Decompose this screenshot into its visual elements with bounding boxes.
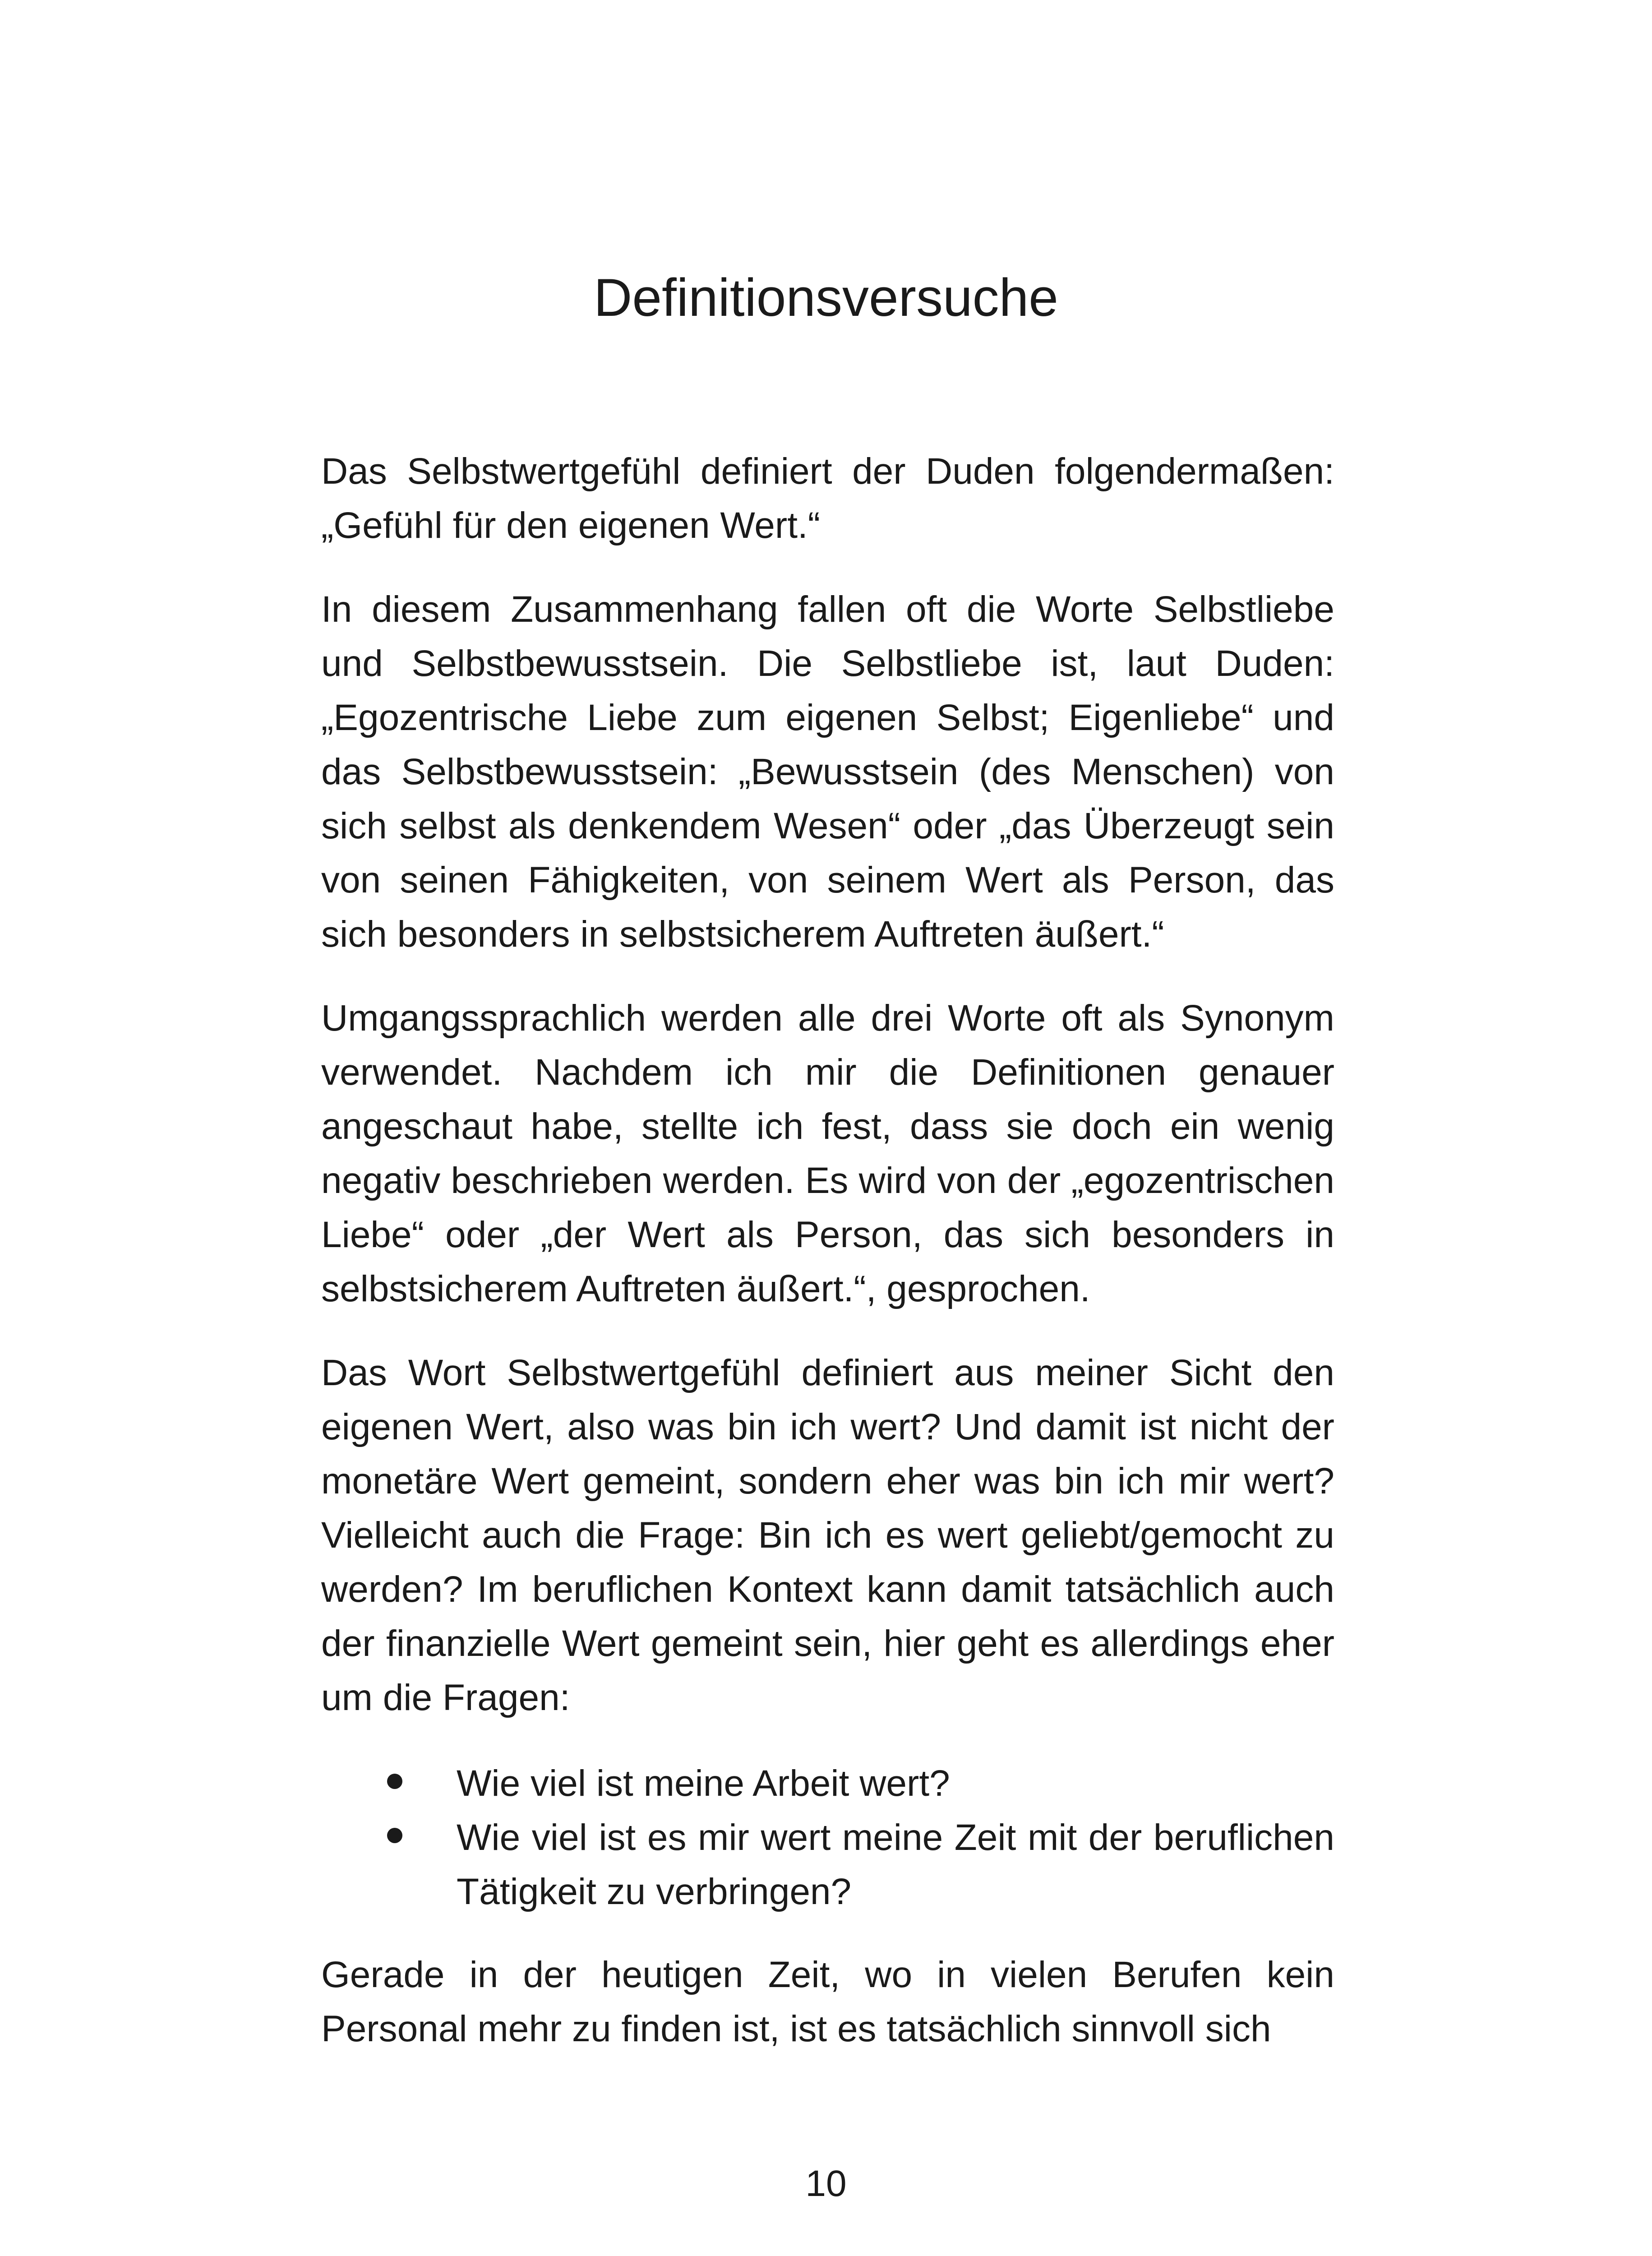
paragraph-selbstwertgefuehl: Das Wort Selbstwertgefühl definiert aus meiner Sicht den eigenen Wert, also was bin ich wert? Und damit ist nicht der monetäre Wert gemeint, sondern eher was bin ich mir wert? Vielleicht auch die Frage: Bin ich es wert geliebt/gemocht zu werden? Im beruflichen Kontext kann damit tatsächlich auch der finanzielle Wert gemeint sein, hier geht es allerdings eher um die Fragen: — [321, 1352, 1334, 1718]
paragraph-umgangssprachlich: Umgangssprachlich werden alle drei Worte oft als Synonym verwendet. Nachdem ich mir die Definitionen genauer angeschaut habe, stellte ich fest, dass sie doch ein wenig negativ beschrieben werden. Es wird von der „egozentrischen Liebe“ oder „der Wert als Person, das sich besonders in selbstsicherem Auftreten äußert.“, gesprochen. — [321, 998, 1334, 1309]
list-item — [321, 1811, 1334, 1919]
paragraph-selbstliebe: In diesem Zusammenhang fallen oft die Worte Selbstliebe und Selbstbewusstsein. Die Selbstliebe ist, laut Duden: „Egozentrische Liebe zum eigenen Selbst; Eigenliebe“ und das Selbstbewusstsein: „Bewusstsein (des Menschen) von sich selbst als denkendem Wesen“ oder „das Überzeugt sein von seinen Fähigkeiten, von seinem Wert als Person, das sich besonders in selbstsicherem Auftreten äußert.“ — [321, 589, 1334, 955]
bullet-icon — [387, 1828, 402, 1843]
list-item-text: Wie viel ist meine Arbeit wert? — [457, 1763, 950, 1804]
paragraph-duden-definition: Das Selbstwertgefühl definiert der Duden folgendermaßen: „Gefühl für den eigenen Wert.“ — [321, 451, 1334, 546]
body-text — [321, 444, 1334, 2086]
list-item-text: Wie viel ist es mir wert meine Zeit mit der beruflichen Tätigkeit zu verbringen? — [457, 1817, 1334, 1912]
page-number: 10 — [805, 2163, 847, 2204]
bullet-icon — [387, 1774, 402, 1789]
chapter-title: Definitionsversuche — [594, 268, 1058, 328]
list-item — [321, 1757, 1334, 1811]
question-list — [321, 1757, 1334, 1919]
paragraph-closing: Gerade in der heutigen Zeit, wo in vielen Berufen kein Personal mehr zu finden ist, ist es tatsächlich sinnvoll sich — [321, 1954, 1334, 2049]
